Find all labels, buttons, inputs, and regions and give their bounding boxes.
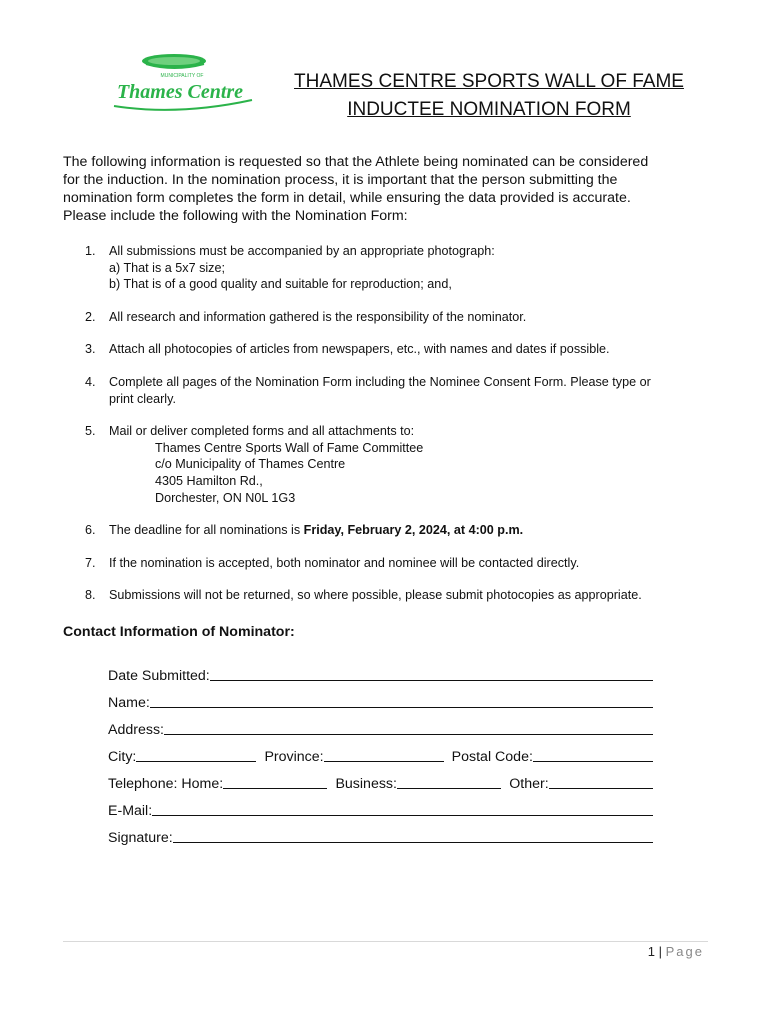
list-item: 5. Mail or deliver completed forms and all attachments to: Thames Centre Sports Wall of Fame Committee c/o Municipality of Thames Centre 4305 Hamilton Rd., Dorchester, ON N0L 1G3	[63, 423, 723, 506]
deadline-text: Friday, February 2, 2024, at 4:00 p.m.	[303, 523, 524, 538]
intro-paragraph	[63, 153, 713, 225]
date-submitted-row: Date Submitted:	[108, 657, 653, 684]
logo-top-text: MUNICIPALITY OF	[160, 73, 204, 79]
intro-line: for the induction. In the nomination process, it is important that the person submitting the	[63, 172, 618, 188]
list-item: 4. Complete all pages of the Nomination Form including the Nominee Consent Form. Please type or print clearly.	[85, 374, 651, 406]
postal-code-field[interactable]	[533, 746, 653, 762]
city-field[interactable]	[136, 746, 256, 762]
footer-divider	[63, 941, 708, 942]
list-item: 8. Submissions will not be returned, so where possible, please submit photocopies as appropriate.	[85, 588, 642, 603]
list-item: 1. All submissions must be accompanied by an appropriate photograph: a) That is a 5x7 size; b) That is of a good quality and suitable for reproduction; and,	[85, 244, 495, 292]
home-phone-field[interactable]	[223, 773, 327, 789]
province-field[interactable]	[324, 746, 444, 762]
date-submitted-field[interactable]	[210, 665, 653, 681]
mailing-address: Thames Centre Sports Wall of Fame Committee c/o Municipality of Thames Centre 4305 Hamilton Rd., Dorchester, ON N0L 1G3	[155, 440, 424, 505]
list-item: 6. The deadline for all nominations is Friday, February 2, 2024, at 4:00 p.m.	[85, 523, 524, 538]
city-row: City: Province: Postal Code:	[108, 738, 653, 765]
title-line-2: INDUCTEE NOMINATION FORM	[347, 99, 631, 120]
title-line-1: THAMES CENTRE SPORTS WALL OF FAME	[294, 71, 684, 92]
list-item: 7. If the nomination is accepted, both nominator and nominee will be contacted directly.	[85, 555, 580, 570]
other-phone-field[interactable]	[549, 773, 653, 789]
form-title	[262, 68, 716, 124]
intro-line: nomination form completes the form in detail, while ensuring the data provided is accurate.	[63, 190, 631, 206]
name-field[interactable]	[150, 692, 653, 708]
signature-field[interactable]	[173, 827, 653, 843]
requirements-list	[63, 243, 723, 620]
page-label: Page	[665, 944, 704, 959]
thames-centre-logo	[108, 50, 258, 116]
business-phone-field[interactable]	[397, 773, 501, 789]
name-row: Name:	[108, 684, 653, 711]
intro-line: Please include the following with the Nomination Form:	[63, 208, 408, 224]
nominator-fields	[108, 657, 653, 846]
page-separator: |	[658, 944, 662, 959]
telephone-row: Telephone: Home: Business: Other:	[108, 765, 653, 792]
signature-row: Signature:	[108, 819, 653, 846]
email-row: E-Mail:	[108, 792, 653, 819]
list-item: 2. All research and information gathered is the responsibility of the nominator.	[85, 309, 527, 324]
page-footer	[648, 944, 704, 959]
email-field[interactable]	[152, 800, 653, 816]
page-number: 1	[647, 944, 655, 959]
logo-graphic	[108, 50, 258, 116]
list-item: 3. Attach all photocopies of articles from newspapers, etc., with names and dates if possible.	[85, 342, 610, 357]
contact-heading: Contact Information of Nominator:	[63, 624, 295, 640]
logo-script-text: Thames Centre	[116, 81, 244, 103]
address-row: Address:	[108, 711, 653, 738]
intro-line: The following information is requested so that the Athlete being nominated can be considered	[63, 154, 649, 170]
address-field[interactable]	[164, 719, 653, 735]
